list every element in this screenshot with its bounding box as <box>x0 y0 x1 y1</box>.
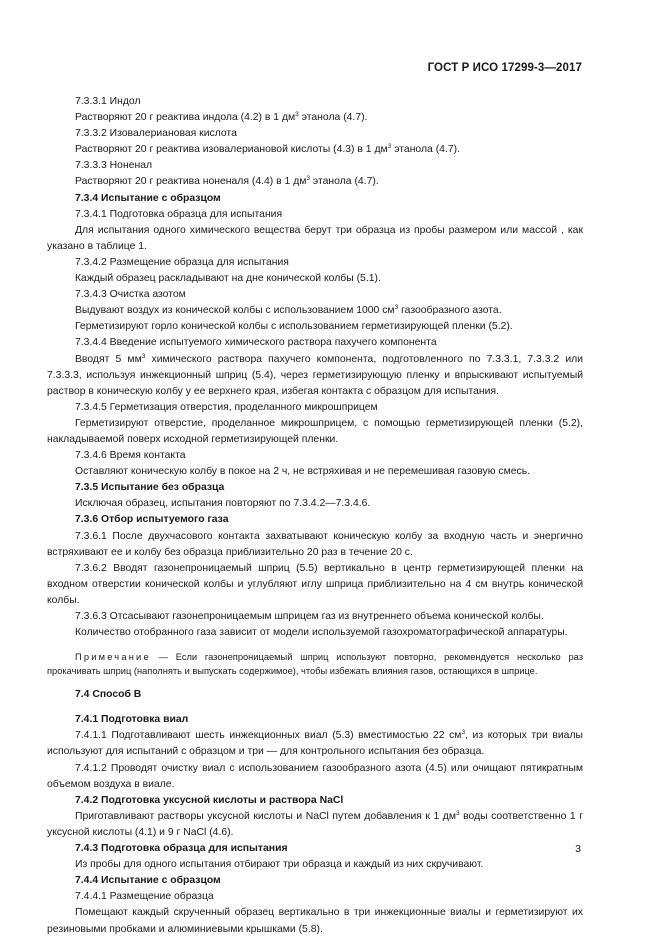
page-number: 3 <box>575 843 581 855</box>
section-heading: 7.4.3 Подготовка образца для испытания <box>75 843 288 855</box>
subsection-heading: 7.3.4.1 Подготовка образца для испытания <box>75 208 283 220</box>
section-heading: 7.4.1 Подготовка виал <box>75 714 189 726</box>
paragraph: Каждый образец раскладывают на дне конической колбы (5.1). <box>75 273 381 285</box>
subsection-heading: 7.4.4.1 Размещение образца <box>75 891 214 903</box>
paragraph: Оставляют коническую колбу в покое на 2 ч, не встряхивая и не перемешивая газовую смесь. <box>75 466 531 478</box>
paragraph: Растворяют 20 г реактива индола (4.2) в 1 $дм^3$ этанола (4.7). <box>75 111 368 124</box>
paragraph: Вводят 5 $мм^3$ химического раствора пахучего компонента, подготовленного по 7.3.3.1, 7.3.3.2 или 7.3.3.3, используя инжекционный шприц (5.4), через герметизирующую пленку и впрыскивают испытуемый раствор в коническую колбу у ее верхнего края, избегая контакта с образцом для испытания. <box>47 352 583 397</box>
subsection-heading: 7.3.3.1 Индол <box>75 96 141 107</box>
note: Примечание — Если газонепроницаемый шприц используют повторно, рекомендуется несколько раз прокачивать шприц (наполнять и выпускать содержимое), чтобы избежать влияния газов, остающихся в шприце. <box>47 652 583 677</box>
paragraph: Для испытания одного химического вещества берут три образца из пробы размером или массой , как указано в таблице 1. <box>47 224 583 252</box>
paragraph: 7.4.1.1 Подготавливают шесть инжекционных виал (5.3) вместимостью 22 $см^3$, из которых три виалы используют для испытаний с образцом и три — для контрольного испытания без образца. <box>47 729 583 758</box>
document-body <box>47 94 583 938</box>
paragraph: Выдувают воздух из конической колбы с использованием 1000 $см^3$ газообразного азота. <box>75 304 502 317</box>
paragraph: Растворяют 20 г реактива изовалериановой кислоты (4.3) в 1 $дм^3$ этанола (4.7). <box>75 143 460 156</box>
paragraph: Растворяют 20 г реактива ноненаля (4.4) в 1 $дм^3$ этанола (4.7). <box>75 175 379 188</box>
section-heading: 7.4 Способ В <box>75 689 142 701</box>
paragraph: Герметизируют отверстие, проделанное микрошприцем, с помощью герметизирующей пленки (5.2), накладываемой поверх исходной герметизирующей пленки. <box>47 417 583 445</box>
note-label: Примечание <box>75 652 151 663</box>
section-heading: 7.3.6 Отбор испытуемого газа <box>75 514 229 526</box>
subsection-heading: 7.3.4.3 Очистка азотом <box>75 289 186 301</box>
paragraph: Количество отобранного газа зависит от модели используемой газохроматографической аппаратуры. <box>75 627 568 639</box>
subsection-heading: 7.3.4.2 Размещение образца для испытания <box>75 256 289 268</box>
paragraph: 7.3.6.2 Вводят газонепроницаемый шприц (5.5) вертикально в центр герметизирующей пленки на входном отверстии конической колбы и углубляют иглу шприца приблизительно на 4 см внутрь конической колбы. <box>47 562 583 606</box>
section-heading: 7.4.4 Испытание с образцом <box>75 875 221 887</box>
subsection-heading: 7.3.4.6 Время контакта <box>75 450 186 462</box>
subsection-heading: 7.3.4.5 Герметизация отверстия, проделанного микрошприцем <box>75 401 378 413</box>
subsection-heading: 7.3.4.4 Введение испытуемого химического раствора пахучего компонента <box>75 337 437 349</box>
subsection-heading: 7.3.3.3 Ноненал <box>75 160 153 172</box>
paragraph: 7.4.1.2 Проводят очистку виал с использованием газообразного азота (4.5) или очищают пятикратным объемом воздуха в виале. <box>47 762 583 790</box>
paragraph: Исключая образец, испытания повторяют по 7.3.4.2—7.3.4.6. <box>75 498 371 510</box>
paragraph: Помещают каждый скрученный образец вертикально в три инжекционные виалы и герметизируют их резиновыми пробками и алюминиевыми крышками (5.8). <box>47 907 583 935</box>
section-heading: 7.3.4 Испытание с образцом <box>75 192 221 204</box>
section-heading: 7.3.5 Испытание без образца <box>75 482 225 494</box>
document-header: ГОСТ Р ИСО 17299-3—2017 <box>427 62 582 74</box>
paragraph: Из пробы для одного испытания отбирают три образца и каждый из них скручивают. <box>75 859 484 871</box>
paragraph: Герметизируют горло конической колбы с использованием герметизирующей пленки (5.2). <box>75 321 513 333</box>
section-heading: 7.4.2 Подготовка уксусной кислоты и раствора NaCl <box>75 794 344 806</box>
paragraph: 7.3.6.3 Отсасывают газонепроницаемым шприцем газ из внутреннего объема конической колбы. <box>75 611 544 622</box>
paragraph: Приготавливают растворы уксусной кислоты и NaCl путем добавления к 1 $дм^3$ воды соответственно 1 г уксусной кислоты (4.1) и 9 г NaCl (4.6). <box>47 809 583 838</box>
paragraph: 7.3.6.1 После двухчасового контакта захватывают коническую колбу за входную часть и энергично встряхивают ее и колбу без образца приблизительно 20 раз в течение 20 с. <box>47 530 583 558</box>
subsection-heading: 7.3.3.2 Изовалериановая кислота <box>75 128 237 140</box>
